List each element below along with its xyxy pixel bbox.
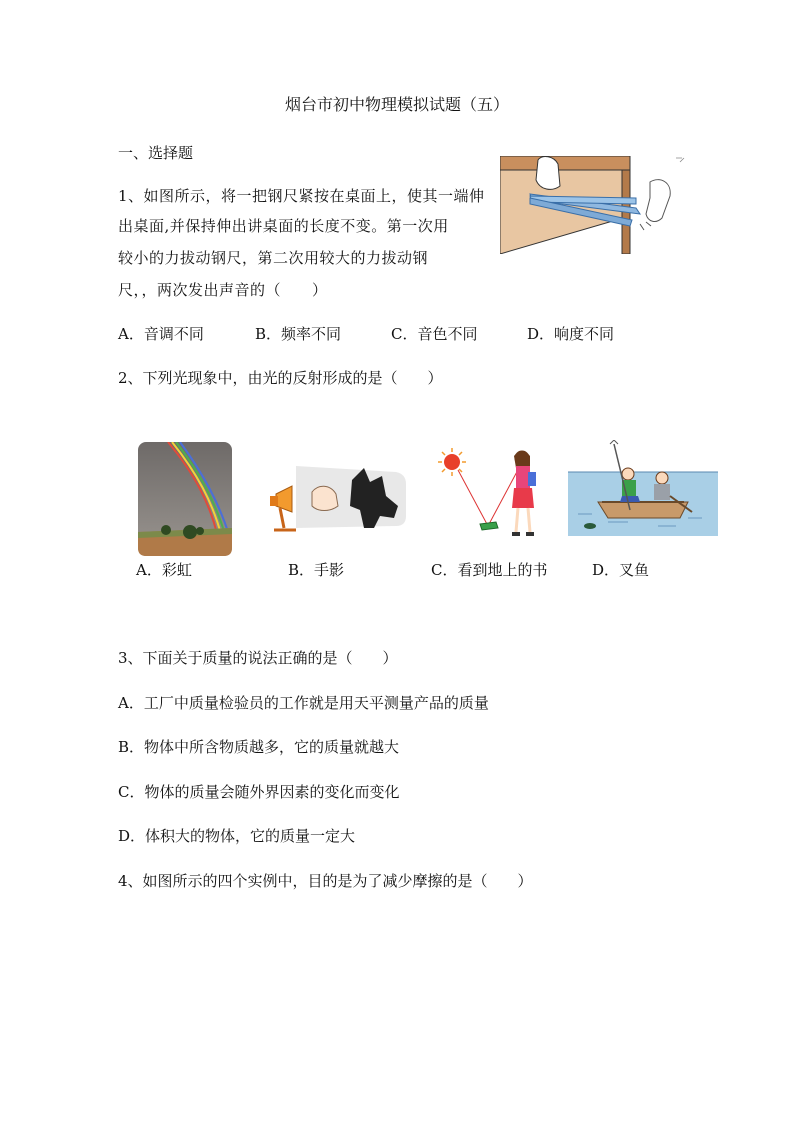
q2-option-c: C．看到地上的书 — [431, 561, 548, 579]
q2-stem: 2、下列光现象中，由光的反射形成的是（ ） — [118, 369, 443, 387]
rainbow-image — [138, 442, 232, 556]
page-title: 烟台市初中物理模拟试题（五） — [284, 95, 509, 114]
q3-option-b: B．物体中所含物质越多，它的质量就越大 — [118, 738, 400, 756]
section-heading: 一、选择题 — [118, 144, 194, 162]
q1-stem-line-1: 1、如图所示，将一把钢尺紧按在桌面上，使其一端伸 — [118, 187, 485, 205]
q1-stem-line-2: 出桌面,并保持伸出讲桌面的长度不变。第一次用 — [118, 217, 449, 235]
q1-option-b: B．频率不同 — [255, 325, 342, 343]
q2-option-d: D．叉鱼 — [592, 561, 650, 579]
q3-option-a: A．工厂中质量检验员的工作就是用天平测量产品的质量 — [118, 694, 489, 712]
q1-option-d: D．响度不同 — [527, 325, 615, 343]
q1-option-c: C．音色不同 — [391, 325, 478, 343]
q2-option-b: B．手影 — [288, 561, 345, 579]
seeing-book-image — [436, 446, 552, 542]
ruler-on-table-figure — [500, 156, 686, 254]
q1-option-a: A．音调不同 — [118, 325, 204, 343]
q3-option-d: D．体积大的物体，它的质量一定大 — [118, 827, 356, 845]
q4-stem: 4、如图所示的四个实例中，目的是为了减少摩擦的是（ ） — [118, 872, 533, 890]
q3-option-c: C．物体的质量会随外界因素的变化而变化 — [118, 783, 400, 801]
hand-shadow-image — [266, 462, 410, 534]
q1-stem-line-3: 较小的力拔动钢尺，第二次用较大的力拔动钢 — [118, 249, 429, 267]
q3-stem: 3、下面关于质量的说法正确的是（ ） — [118, 649, 398, 667]
q1-stem-line-4: 尺，，两次发出声音的（ ） — [118, 281, 328, 299]
q2-option-a: A．彩虹 — [136, 561, 192, 579]
spearing-fish-image — [568, 440, 718, 536]
